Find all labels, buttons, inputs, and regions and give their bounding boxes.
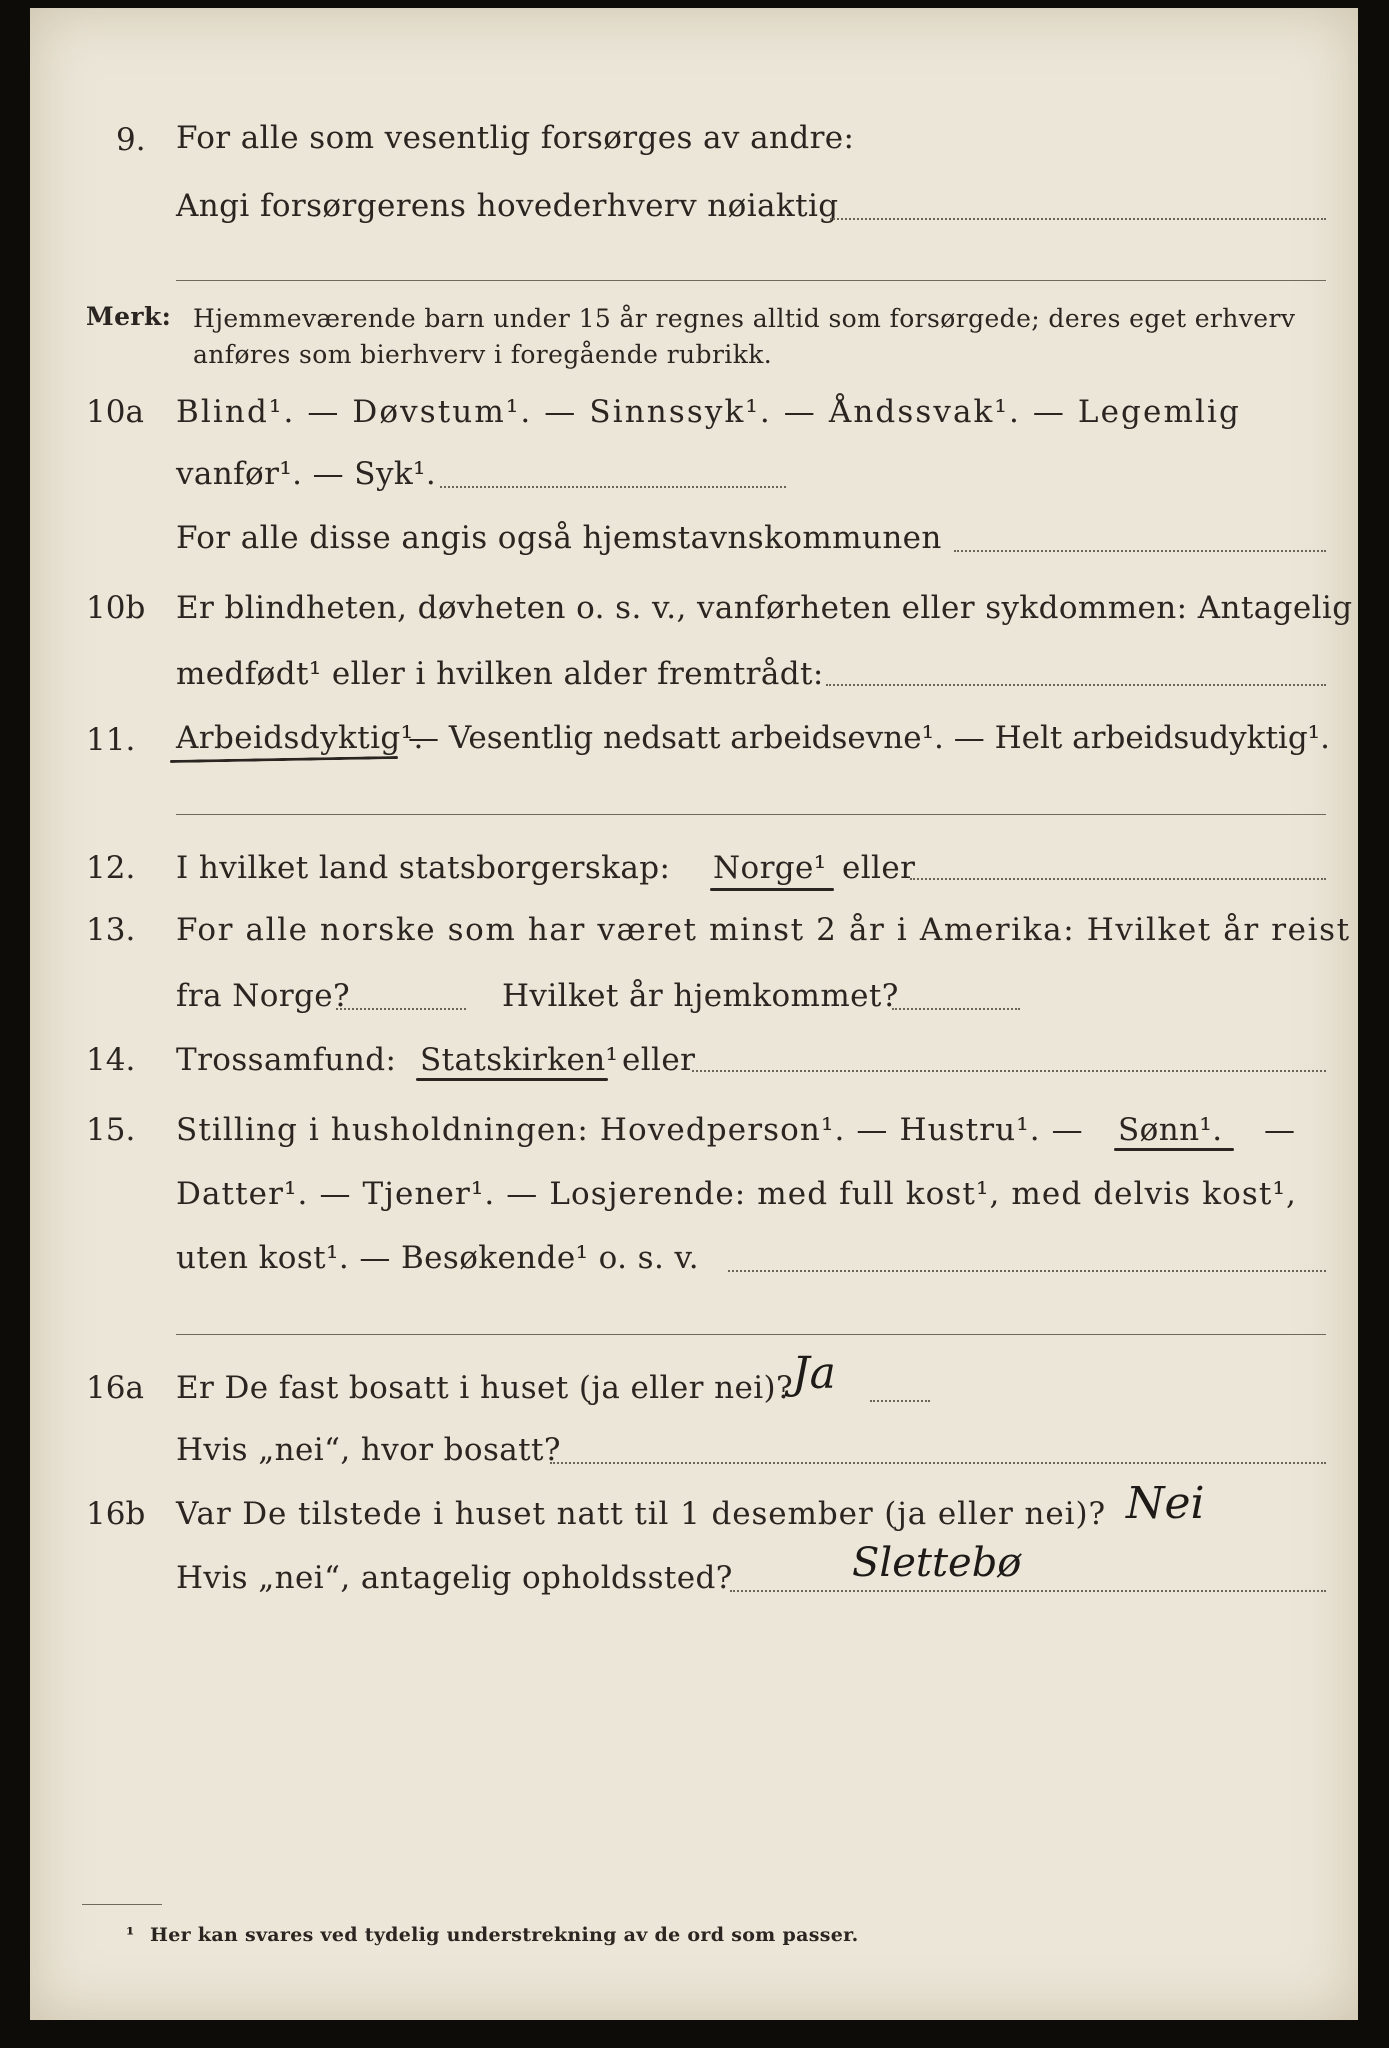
q12-option-norge[interactable]: Norge¹ — [713, 850, 827, 886]
q10a-line2: vanfør¹. — Syk¹. — [176, 456, 437, 492]
q14-handwritten-underline — [416, 1078, 608, 1081]
q16b-handwritten-place: Slettebø — [852, 1540, 1022, 1586]
q15-line3: uten kost¹. — Besøkende¹ o. s. v. — [176, 1240, 699, 1276]
q10a-kommune-answer-line[interactable] — [954, 550, 1326, 552]
footnote-text: Her kan svares ved tydelig understrekning av de ord som passer. — [150, 1924, 859, 1946]
q11-line-rest: — Vesentlig nedsatt arbeidsevne¹. — Helt arbeidsudyktig¹. — [408, 720, 1330, 756]
merk-line2: anføres som bierhverv i foregående rubrikk. — [193, 340, 773, 369]
q16b-number: 16b — [86, 1496, 146, 1532]
q10b-number: 10b — [86, 590, 146, 626]
q12-handwritten-underline — [710, 888, 834, 891]
q16b-opholdssted-answer-line[interactable] — [730, 1590, 1326, 1592]
q14-text: Trossamfund: — [176, 1042, 397, 1078]
q15-line1a: Stilling i husholdningen: Hovedperson¹. — Hustru¹. — — [176, 1112, 1084, 1148]
q14-number: 14. — [86, 1042, 136, 1078]
q9-line1: For alle som vesentlig forsørges av andre: — [176, 120, 855, 156]
q15-handwritten-underline — [1114, 1148, 1234, 1151]
q12-text: I hvilket land statsborgerskap: — [176, 850, 671, 886]
q14-option-statskirken[interactable]: Statskirken¹ — [420, 1042, 619, 1078]
q10a-syk-answer-line[interactable] — [440, 486, 786, 488]
q9-number: 9. — [116, 122, 146, 158]
q11-number: 11. — [86, 722, 136, 758]
q15-answer-line-2[interactable] — [176, 1334, 1326, 1335]
merk-label: Merk: — [86, 302, 172, 331]
q14-answer-line[interactable] — [692, 1070, 1326, 1072]
q16a-bosatt-answer-line[interactable] — [550, 1462, 1326, 1464]
q16a-handwritten-answer: Ja — [792, 1348, 836, 1399]
q11-option-arbeidsdyktig[interactable]: Arbeidsdyktig¹. — [176, 720, 424, 756]
q10b-line2: medfødt¹ eller i hvilken alder fremtrådt: — [176, 656, 824, 692]
q9-line2: Angi forsørgerens hovederhverv nøiaktig — [176, 188, 839, 224]
q9-answer-line-2[interactable] — [176, 280, 1326, 281]
q10a-line1: Blind¹. — Døvstum¹. — Sinnssyk¹. — Åndssvak¹. — Legemlig — [176, 394, 1241, 430]
q15-answer-line[interactable] — [728, 1270, 1326, 1272]
q13-number: 13. — [86, 912, 136, 948]
q12-answer-line[interactable] — [910, 878, 1326, 880]
q14-eller: eller — [622, 1042, 696, 1078]
q13-line2b: Hvilket år hjemkommet? — [502, 978, 899, 1014]
q15-line2: Datter¹. — Tjener¹. — Losjerende: med full kost¹, med delvis kost¹, — [176, 1176, 1297, 1212]
q16b-line1: Var De tilstede i huset natt til 1 desember (ja eller nei)? — [176, 1496, 1106, 1532]
q12-number: 12. — [86, 850, 136, 886]
merk-line1: Hjemmeværende barn under 15 år regnes alltid som forsørgede; deres eget erhverv — [193, 304, 1296, 333]
q10a-number: 10a — [86, 394, 144, 430]
census-form-page — [30, 8, 1358, 2020]
q11-answer-line[interactable] — [176, 814, 1326, 815]
q16a-number: 16a — [86, 1370, 144, 1406]
q16a-answer-line[interactable] — [870, 1400, 930, 1402]
q10b-answer-line[interactable] — [826, 684, 1326, 686]
q16a-line2: Hvis „nei“, hvor bosatt? — [176, 1432, 561, 1468]
q16b-line2: Hvis „nei“, antagelig opholdssted? — [176, 1560, 733, 1596]
q15-dash: — — [1264, 1112, 1296, 1148]
q10a-line3: For alle disse angis også hjemstavnskommunen — [176, 520, 942, 556]
q13-reist-answer-line[interactable] — [336, 1008, 466, 1010]
q15-option-sonn[interactable]: Sønn¹. — [1118, 1112, 1223, 1148]
q10b-line1: Er blindheten, døvheten o. s. v., vanførheten eller sykdommen: Antagelig — [176, 590, 1353, 626]
q12-eller: eller — [842, 850, 916, 886]
q13-line2a: fra Norge? — [176, 978, 351, 1014]
footnote-mark: ¹ — [126, 1924, 135, 1946]
q11-handwritten-underline — [170, 756, 398, 763]
footnote-separator — [82, 1904, 162, 1905]
q9-answer-line[interactable] — [830, 218, 1326, 220]
q13-line1: For alle norske som har været minst 2 år i Amerika: Hvilket år reist — [176, 912, 1351, 948]
q13-hjemkommet-answer-line[interactable] — [892, 1008, 1020, 1010]
q15-number: 15. — [86, 1112, 136, 1148]
q16a-line1: Er De fast bosatt i huset (ja eller nei)? — [176, 1370, 794, 1406]
q16b-handwritten-answer: Nei — [1126, 1478, 1205, 1529]
